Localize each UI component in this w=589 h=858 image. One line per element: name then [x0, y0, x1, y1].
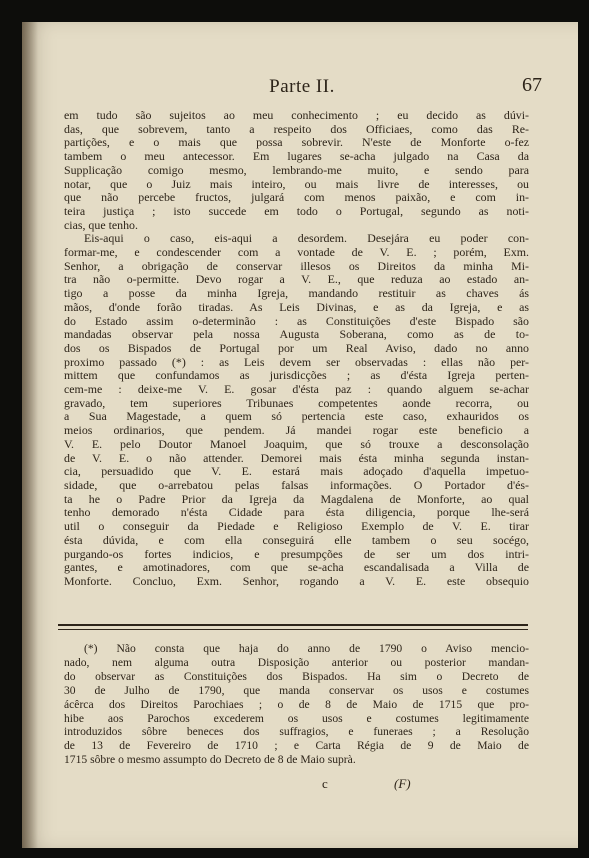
- text-line: util o conseguir da Piedade e Religioso Exemplo de V. E. tirar: [64, 519, 529, 534]
- text-line: tigo a posse da minha Igreja, mandando restituir as chaves ás: [64, 286, 529, 301]
- text-line: purgando-os fortes indicios, e presumpções de ser um dos intri-: [64, 546, 529, 561]
- text-line: formar-me, e condescender com a vontade de V. E. ; porém, Exm.: [64, 245, 529, 260]
- text-line: proximo passado (*) : as Leis devem ser observadas : ellas não per-: [64, 354, 529, 369]
- text-line: cias, que tenho.: [64, 217, 138, 232]
- footnote-line: ácêrca dos Direitos Parochiaes ; o de 8 de Maio de 1715 que pro-: [64, 697, 529, 711]
- text-line: mãos, d'onde forão tiradas. As Leis Divinas, e as da Igreja, e as: [64, 299, 529, 314]
- text-line: em tudo são sujeitos ao meu conhecimento ; eu decido as dúvi-: [64, 108, 529, 122]
- text-line: de V. E. o não attender. Demorei mais ésta minha segunda instan-: [64, 450, 529, 465]
- footnote-line: 1715 sôbre o mesmo assumpto do Decreto de 8 de Maio suprà.: [64, 753, 356, 767]
- catchword: (F): [394, 776, 411, 791]
- footnote-line: introduzidos sôbre beneces dos suffragios, e funeraes ; a Resolução: [64, 725, 529, 739]
- running-head: Parte II.: [269, 76, 335, 97]
- signature-mark: c: [322, 776, 328, 791]
- text-line: do Estado assim o-determinão : as Constituições d'este Bispado são: [64, 313, 529, 328]
- text-line: gravado, tem superiores Tribunaes competentes aonde recorra, ou: [64, 395, 529, 410]
- main-text: [64, 109, 529, 589]
- text-line: a Sua Magestade, a quem só pertencia este caso, exhauridos os: [64, 409, 529, 424]
- footnote-line: de 13 de Fevereiro de 1710 ; e Carta Régia de 9 de Maio de: [64, 739, 529, 753]
- text-line: sidade, que o-arrebatou pelas falsas informações. O Portador d'és-: [64, 477, 529, 492]
- text-line: notar, que o Juiz mais inteiro, ou mais livre de interesses, ou: [64, 176, 529, 191]
- text-line: partições, e o mais que possa sobrevir. N'este de Monforte o-fez: [64, 135, 529, 150]
- text-line: Monforte. Concluo, Exm. Senhor, rogando a V. E. este obsequio: [64, 573, 529, 588]
- text-line: cia, persuadido que V. E. estará mais adoçado d'aquella impetuo-: [64, 464, 529, 479]
- text-line: gantes, e amotinadores, com que se-acha escandalisada a Villa de: [64, 560, 529, 575]
- text-line: mandadas observar pela nossa Augusta Soberana, como as de to-: [64, 327, 529, 342]
- text-line: ta he o Padre Prior da Igreja da Magdalena de Monforte, ao qual: [64, 491, 529, 506]
- book-page: [22, 22, 578, 848]
- text-line: tra não o-permitte. Devo rogar a V. E., que reduza ao estado an-: [64, 272, 529, 287]
- footnote-line: (*) Não consta que haja do anno de 1790 o Aviso mencio-: [84, 642, 529, 655]
- text-line: cem-me : deixe-me V. E. gosar d'ésta paz : quando alguem se-achar: [64, 382, 529, 397]
- text-line: Supplicação comigo mesmo, lembrando-me muito, e sendo para: [64, 162, 529, 177]
- text-line: ésta dúvida, e com ella conseguirá elle tambem o seu socégo,: [64, 532, 529, 547]
- page-number: 67: [522, 74, 542, 96]
- text-line: que não percebe fructos, julgará com menos paixão, e com in-: [64, 190, 529, 205]
- page-gutter-shadow: [22, 22, 38, 848]
- text-line: meios ordinarios, que pendem. Já mandei rogar este beneficio a: [64, 423, 529, 438]
- text-line: tenho demorado n'ésta Cidade para ésta diligencia, porque lhe-será: [64, 505, 529, 520]
- text-line: Senhor, a obrigação de conservar illesos os Direitos da minha Mi-: [64, 258, 529, 273]
- text-line: das, que sobrevem, tanto a respeito dos Officiaes, como das Re-: [64, 121, 529, 136]
- text-line: V. E. pelo Doutor Manoel Joaquim, que só trouxe a desconsolação: [64, 436, 529, 451]
- footnote-line: 30 de Julho de 1790, que manda conservar os usos e costumes: [64, 683, 529, 697]
- page-header: [62, 74, 542, 104]
- footnote: [64, 642, 529, 767]
- paragraph-1: [64, 109, 529, 232]
- footnote-line: hibe aos Parochos excederem os usos e costumes legitimamente: [64, 711, 529, 725]
- footnote-line: do observar as Constituições dos Bispados. Ha sim o Decreto de: [64, 669, 529, 683]
- text-line: teira justiça ; isto succede em todo o Portugal, segundo as noti-: [64, 203, 529, 218]
- text-line: Eis-aqui o caso, eis-aqui a desordem. Desejára eu poder con-: [84, 231, 529, 246]
- text-line: tambem o meu antecessor. Em lugares se-acha julgado na Casa da: [64, 149, 529, 164]
- footnote-line: nado, nem alguma outra Disposição anterior ou posterior mandan-: [64, 655, 529, 669]
- text-line: dos os Bispados de Portugal por um Real Aviso, dado no anno: [64, 340, 529, 355]
- text-line: mittem que confundamos as jurisdicções ; as d'ésta Igreja perten-: [64, 368, 529, 383]
- paragraph-2: [64, 232, 529, 588]
- footnote-divider: [58, 624, 528, 630]
